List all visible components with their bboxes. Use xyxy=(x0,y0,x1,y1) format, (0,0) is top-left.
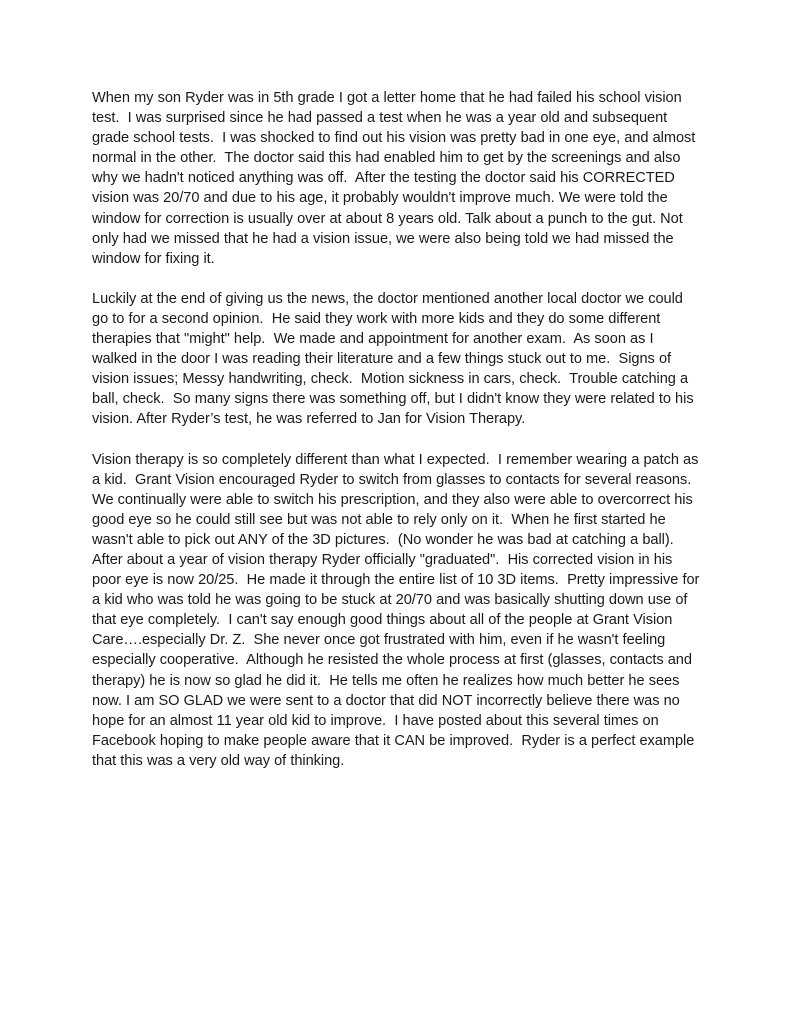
document-body xyxy=(92,88,702,771)
paragraph-3: Vision therapy is so completely different than what I expected. I remember wearing a patch as a kid. Grant Vision encouraged Ryder to switch from glasses to contacts for several reasons. We continually were able to switch his prescription, and they also were able to overcorrect his good eye so he could still see but was not able to rely only on it. When he first started he wasn't able to pick out ANY of the 3D pictures. (No wonder he was bad at catching a ball). After about a year of vision therapy Ryder officially "graduated". His corrected vision in his poor eye is now 20/25. He made it through the entire list of 10 3D items. Pretty impressive for a kid who was told he was going to be stuck at 20/70 and was basically shutting down use of that eye completely. I can't say enough good things about all of the people at Grant Vision Care….especially Dr. Z. She never once got frustrated with him, even if he wasn't feeling especially cooperative. Although he resisted the whole process at first (glasses, contacts and therapy) he is now so glad he did it. He tells me often he realizes how much better he sees now. I am SO GLAD we were sent to a doctor that did NOT incorrectly believe there was no hope for an almost 11 year old kid to improve. I have posted about this several times on Facebook hoping to make people aware that it CAN be improved. Ryder is a perfect example that this was a very old way of thinking. xyxy=(92,451,704,769)
paragraph-2: Luckily at the end of giving us the news, the doctor mentioned another local doctor we could go to for a second opinion. He said they work with more kids and they do some different therapies that "might" help. We made and appointment for another exam. As soon as I walked in the door I was reading their literature and a few things stuck out to me. Signs of vision issues; Messy handwriting, check. Motion sickness in cars, check. Trouble catching a ball, check. So many signs there was something off, but I didn't know they were related to his vision. After Ryder’s test, he was referred to Jan for Vision Therapy. xyxy=(92,290,698,428)
paragraph-1: When my son Ryder was in 5th grade I got a letter home that he had failed his school vision test. I was surprised since he had passed a test when he was a year old and subsequent grade school tests. I was shocked to find out his vision was pretty bad in one eye, and almost normal in the other. The doctor said this had enabled him to get by the screenings and also why we hadn't noticed anything was off. After the testing the doctor said his CORRECTED vision was 20/70 and due to his age, it probably wouldn't improve much. We were told the window for correction is usually over at about 8 years old. Talk about a punch to the gut. Not only had we missed that he had a vision issue, we were also being told we had missed the window for fixing it. xyxy=(92,90,700,267)
